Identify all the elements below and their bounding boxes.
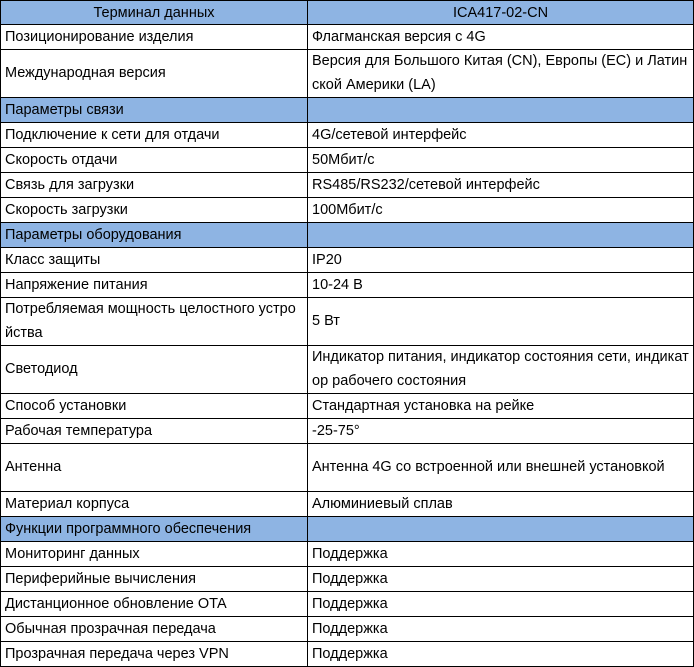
- table-row: [1, 642, 694, 667]
- row-value: Антенна 4G со встроенной или внешней установкой: [308, 444, 694, 492]
- row-label: Скорость отдачи: [1, 148, 308, 173]
- table-row: [1, 444, 694, 492]
- section-title: Функции программного обеспечения: [1, 517, 308, 542]
- row-value: Поддержка: [308, 592, 694, 617]
- row-value: 50Мбит/с: [308, 148, 694, 173]
- table-row: [1, 25, 694, 50]
- table-row: [1, 592, 694, 617]
- row-value: 10-24 В: [308, 273, 694, 298]
- row-label: Скорость загрузки: [1, 198, 308, 223]
- row-value: 4G/сетевой интерфейс: [308, 123, 694, 148]
- header-row: [1, 1, 694, 25]
- row-value: Поддержка: [308, 567, 694, 592]
- table-row: [1, 492, 694, 517]
- table-row: [1, 173, 694, 198]
- row-label: Потребляемая мощность целостного устройства: [1, 298, 308, 346]
- section-row: [1, 98, 694, 123]
- section-empty-cell: [308, 517, 694, 542]
- table-row: [1, 248, 694, 273]
- row-value: Стандартная установка на рейке: [308, 394, 694, 419]
- table-row: [1, 346, 694, 394]
- table-row: [1, 617, 694, 642]
- table-row: [1, 419, 694, 444]
- row-label: Мониторинг данных: [1, 542, 308, 567]
- row-label: Периферийные вычисления: [1, 567, 308, 592]
- row-value: 5 Вт: [308, 298, 694, 346]
- row-value: IP20: [308, 248, 694, 273]
- row-label: Дистанционное обновление OTA: [1, 592, 308, 617]
- table-row: [1, 394, 694, 419]
- row-label: Позиционирование изделия: [1, 25, 308, 50]
- row-value: Поддержка: [308, 642, 694, 667]
- row-label: Антенна: [1, 444, 308, 492]
- row-value: Алюминиевый сплав: [308, 492, 694, 517]
- row-value: -25-75°: [308, 419, 694, 444]
- table-row: [1, 298, 694, 346]
- row-value: 100Мбит/с: [308, 198, 694, 223]
- header-col-1: Терминал данных: [1, 1, 308, 25]
- section-title: Параметры связи: [1, 98, 308, 123]
- row-label: Международная версия: [1, 50, 308, 98]
- section-empty-cell: [308, 223, 694, 248]
- section-title: Параметры оборудования: [1, 223, 308, 248]
- row-value: Индикатор питания, индикатор состояния сети, индикатор рабочего состояния: [308, 346, 694, 394]
- row-label: Рабочая температура: [1, 419, 308, 444]
- table-row: [1, 148, 694, 173]
- row-label: Материал корпуса: [1, 492, 308, 517]
- row-value: Поддержка: [308, 542, 694, 567]
- table-row: [1, 542, 694, 567]
- row-value: Поддержка: [308, 617, 694, 642]
- header-col-2: ICA417-02-CN: [308, 1, 694, 25]
- row-value: Флагманская версия с 4G: [308, 25, 694, 50]
- table-row: [1, 273, 694, 298]
- row-value: RS485/RS232/сетевой интерфейс: [308, 173, 694, 198]
- table-row: [1, 50, 694, 98]
- section-row: [1, 517, 694, 542]
- row-label: Светодиод: [1, 346, 308, 394]
- section-empty-cell: [308, 98, 694, 123]
- table-row: [1, 123, 694, 148]
- table-row: [1, 198, 694, 223]
- row-label: Связь для загрузки: [1, 173, 308, 198]
- section-row: [1, 223, 694, 248]
- row-label: Прозрачная передача через VPN: [1, 642, 308, 667]
- row-label: Способ установки: [1, 394, 308, 419]
- row-label: Напряжение питания: [1, 273, 308, 298]
- row-label: Подключение к сети для отдачи: [1, 123, 308, 148]
- row-label: Обычная прозрачная передача: [1, 617, 308, 642]
- table-row: [1, 567, 694, 592]
- row-label: Класс защиты: [1, 248, 308, 273]
- row-value: Версия для Большого Китая (CN), Европы (EC) и Латинской Америки (LA): [308, 50, 694, 98]
